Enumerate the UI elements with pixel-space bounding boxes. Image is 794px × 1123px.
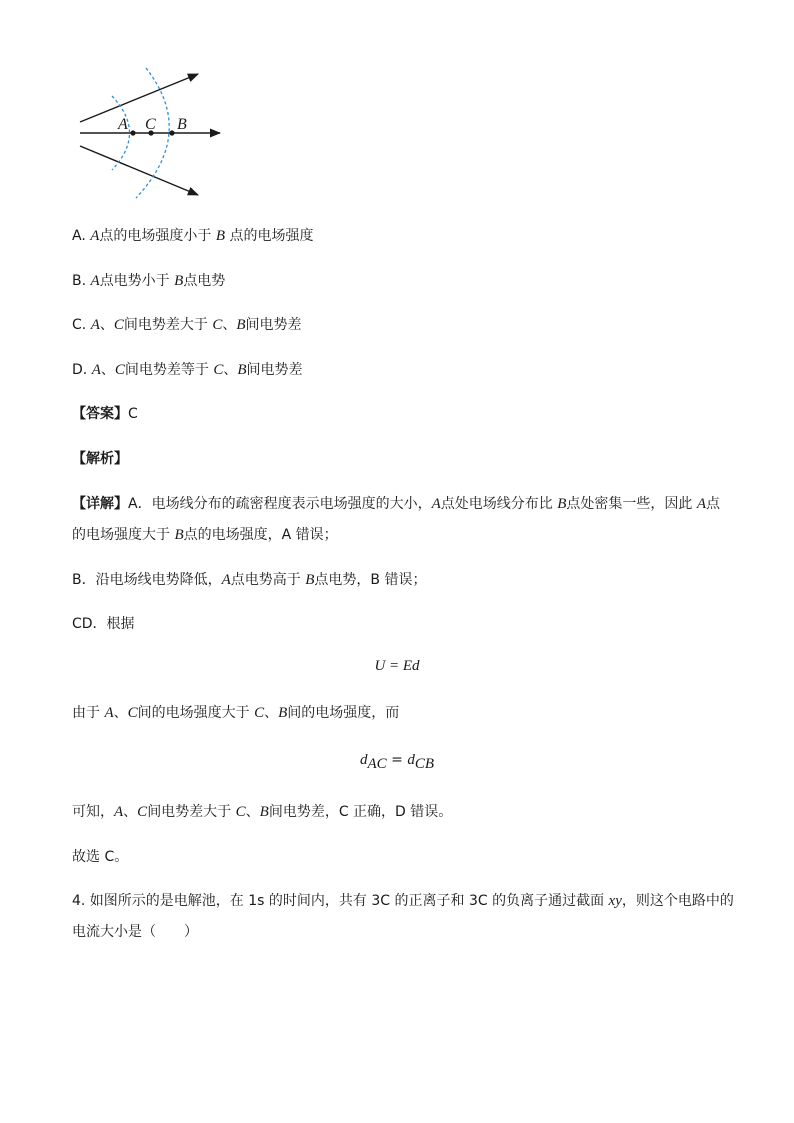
detail-paragraph-a-line2: 的电场强度大于 B点的电场强度，A 错误；	[72, 527, 338, 543]
detail-paragraph-cd: CD．根据	[72, 616, 135, 632]
field-line-upper	[80, 74, 198, 122]
answer-line	[72, 404, 138, 424]
point-a-dot	[130, 130, 135, 135]
detail-label: 【详解】	[72, 496, 128, 512]
detail-paragraph-b: B．沿电场线电势降低，A点电势高于 B点电势，B 错误；	[72, 572, 427, 588]
option-b: B. A点电势小于 B点电势	[72, 273, 226, 289]
field-line-lower	[80, 146, 198, 195]
point-b-label: B	[177, 116, 187, 133]
formula-distance-equality: $d_{AC} = d_{CB}$	[360, 752, 434, 772]
point-a-label: A	[118, 116, 128, 133]
point-c-label: C	[145, 116, 156, 133]
question-4-line1: 4. 如图所示的是电解池，在 1s 的时间内，共有 3C 的正离子和 3C 的负离子通过截面 xy，则这个电路中的	[72, 893, 734, 909]
answer-value: C	[128, 406, 138, 422]
final-choice: 故选 C。	[72, 849, 129, 865]
detail-conclusion: 可知，A、C间电势差大于 C、B间电势差，C 正确，D 错误。	[72, 804, 453, 820]
detail-paragraph-a-line1: 【详解】A．电场线分布的疏密程度表示电场强度的大小，A点处电场线分布比 B点处密集一些，因此 A点	[72, 496, 720, 512]
option-c: C. A、C间电势差大于 C、B间电势差	[72, 317, 302, 333]
analysis-label: 【解析】	[72, 451, 128, 467]
answer-label: 【答案】	[72, 406, 128, 422]
option-a: A. A点的电场强度小于 B 点的电场强度	[72, 228, 314, 244]
question-4-line2: 电流大小是（ ）	[72, 924, 198, 940]
option-d: D. A、C间电势差等于 C、B间电势差	[72, 362, 303, 378]
detail-paragraph-comparison: 由于 A、C间的电场强度大于 C、B间的电场强度，而	[72, 705, 400, 721]
electric-field-figure	[72, 62, 232, 202]
point-b-dot	[169, 130, 174, 135]
formula-u-equals-ed: U = Ed	[374, 658, 420, 674]
